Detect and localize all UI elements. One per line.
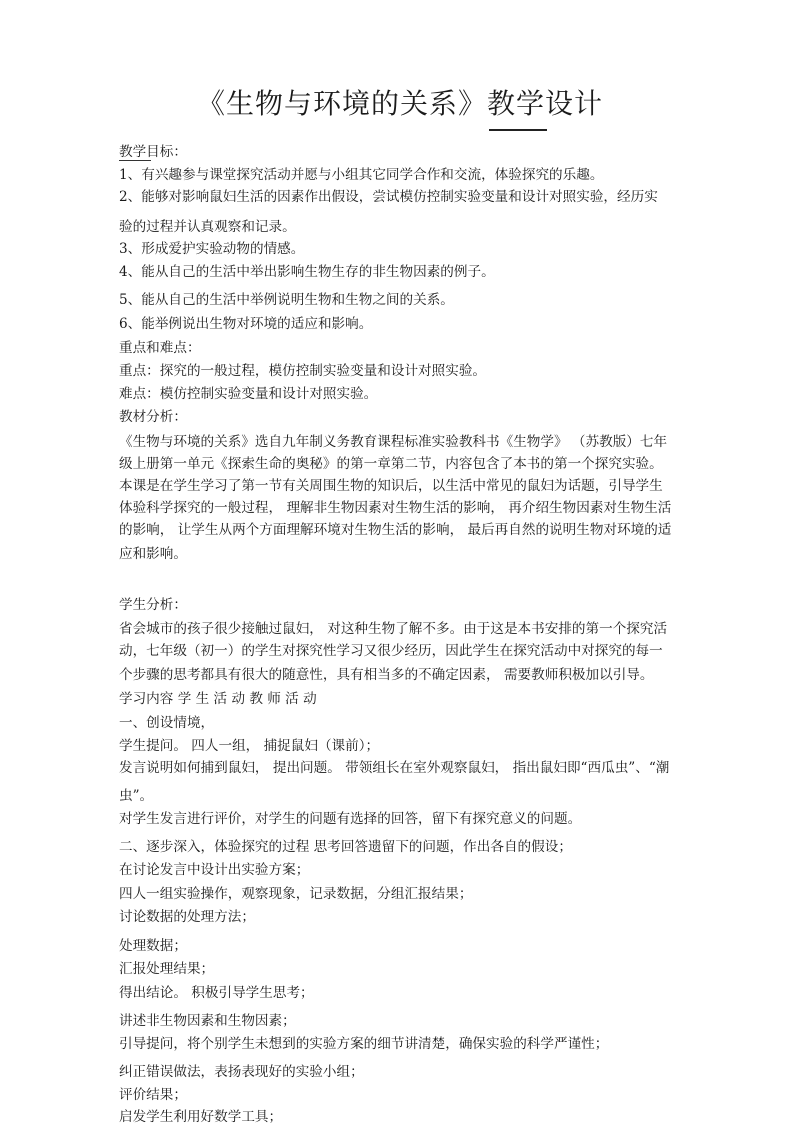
activity-line: 讨论数据的处理方法； (119, 909, 255, 925)
material-analysis-line: 的影响， 让学生从两个方面理解环境对生物生活的影响， 最后再自然的说明生物对环境的适 (119, 522, 672, 538)
student-analysis-line: 个步骤的思考都具有很大的随意性，具有相当多的不确定因素， 需要教师积极加以引导。 (119, 667, 654, 683)
material-analysis-line: 本课是在学生学习了第一节有关周围生物的知识后，以生活中常见的鼠妇为话题，引导学生 (119, 478, 663, 494)
activity-line: 虫”。 (119, 788, 154, 804)
objective-line: 1、有兴趣参与课堂探究活动并愿与小组其它同学合作和交流，体验探究的乐趣。 (119, 167, 604, 183)
material-analysis-line: 《生物与环境的关系》选自九年制义务教育课程标准实验教科书《生物学》 （苏教版）七年 (119, 434, 668, 450)
activity-line: 处理数据； (119, 938, 187, 954)
activity-line: 讲述非生物因素和生物因素； (119, 1013, 296, 1029)
material-analysis-line: 级上册第一单元《探索生命的奥秘》的第一章第二节，内容包含了本书的第一个探究实验。 (119, 456, 663, 472)
objective-line: 验的过程并认真观察和记录。 (119, 219, 296, 235)
activity-line: 学生提问。 四人一组， 捕捉鼠妇（课前）； (119, 738, 380, 754)
difficult-point-line: 难点：模仿控制实验变量和设计对照实验。 (119, 386, 378, 402)
activity-line: 发言说明如何捕到鼠妇， 提出问题。 带领组长在室外观察鼠妇， 指出鼠妇即“西瓜虫”、“潮 (119, 760, 670, 776)
student-analysis-line: 省会城市的孩子很少接触过鼠妇， 对这种生物了解不多。由于这是本书安排的第一个探究活 (119, 621, 668, 637)
heading-student-analysis: 学生分析： (119, 597, 187, 613)
objective-line: 3、形成爱护实验动物的情感。 (119, 241, 305, 257)
table-header-line: 学习内容 学 生 活 动 教 师 活 动 (119, 691, 317, 707)
activity-line: 纠正错误做法，表扬表现好的实验小组； (119, 1064, 364, 1080)
activity-line: 对学生发言进行评价，对学生的问题有选择的回答，留下有探究意义的问题。 (119, 811, 582, 827)
heading-key-points: 重点和难点： (119, 340, 201, 356)
section-one-heading: 一、创设情境， (119, 715, 215, 731)
activity-line: 引导提问，将个别学生未想到的实验方案的细节讲清楚，确保实验的科学严谨性； (119, 1036, 609, 1052)
section-two-heading: 二、逐步深入，体验探究的过程 思考回答遗留下的问题，作出各自的假设； (119, 839, 572, 855)
activity-line: 在讨论发言中设计出实验方案； (119, 862, 310, 878)
material-analysis-line: 应和影响。 (119, 546, 187, 562)
objective-line: 5、能从自己的生活中举例说明生物和生物之间的关系。 (119, 292, 454, 308)
document-title: 《生物与环境的关系》教学设计 (196, 87, 603, 120)
objective-line: 4、能从自己的生活中举出影响生物生存的非生物因素的例子。 (119, 264, 495, 280)
activity-line: 启发学生利用好数学工具； (119, 1109, 283, 1125)
heading-objectives: 教学目标： (119, 144, 187, 160)
activity-line: 评价结果； (119, 1087, 187, 1103)
title-underline (489, 129, 547, 131)
key-point-line: 重点：探究的一般过程，模仿控制实验变量和设计对照实验。 (119, 363, 487, 379)
student-analysis-line: 动，七年级（初一）的学生对探究性学习又很少经历，因此学生在探究活动中对探究的每一 (119, 643, 663, 659)
objective-line: 2、能够对影响鼠妇生活的因素作出假设，尝试模仿控制实验变量和设计对照实验，经历实 (119, 189, 658, 205)
objective-line: 6、能举例说出生物对环境的适应和影响。 (119, 316, 373, 332)
material-analysis-line: 体验科学探究的一般过程， 理解非生物因素对生物生活的影响， 再介绍生物因素对生物生活 (119, 500, 672, 516)
activity-line: 四人一组实验操作，观察现象，记录数据，分组汇报结果； (119, 886, 473, 902)
activity-line: 得出结论。 积极引导学生思考； (119, 985, 314, 1001)
heading-material-analysis: 教材分析： (119, 409, 187, 425)
activity-line: 汇报处理结果； (119, 961, 215, 977)
